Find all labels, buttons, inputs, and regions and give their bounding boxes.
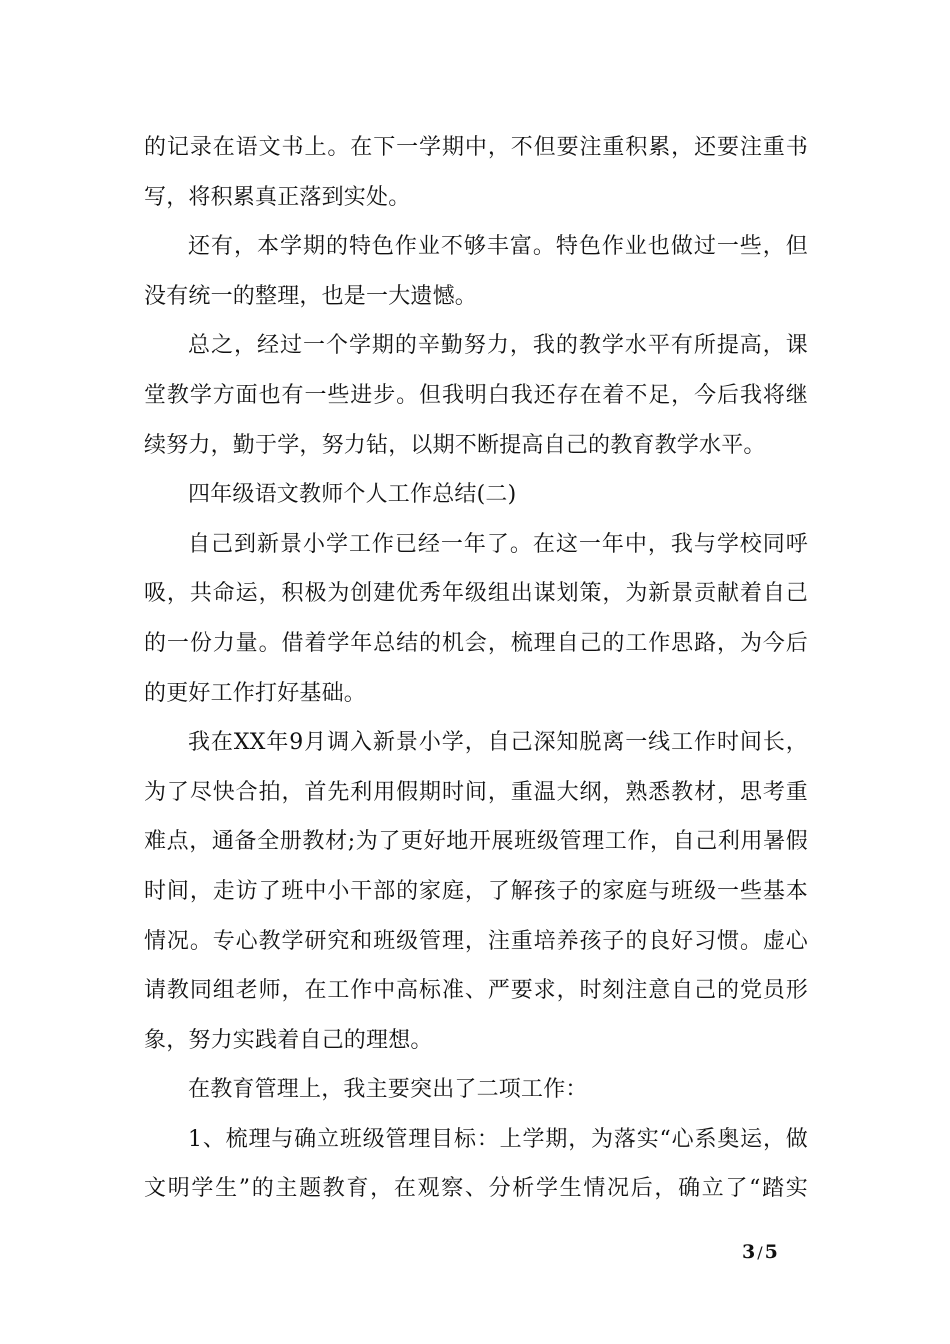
document-body (144, 123, 808, 1214)
text-line: 象，努力实践着自己的理想。 (144, 1027, 433, 1053)
text-line: 的记录在语文书上。在下一学期中，不但要注重积累，还要注重书 (144, 135, 808, 160)
section-heading: 四年级语文教师个人工作总结(二) (188, 482, 517, 508)
text-line: 难点，通备全册教材;为了更好地开展班级管理工作，自己利用暑假 (144, 829, 808, 855)
paragraph-start-line: 1、梳理与确立班级管理目标：上学期，为落实“心系奥运，做 (188, 1126, 808, 1152)
text-line: 的更好工作打好基础。 (144, 680, 367, 706)
current-page-number: 3 (742, 1241, 756, 1263)
text-line: 文明学生”的主题教育，在观察、分析学生情况后，确立了“踏实 (144, 1176, 808, 1202)
text-line: 情况。专心教学研究和班级管理，注重培养孩子的良好习惯。虚心 (144, 928, 808, 954)
text-line: 续努力，勤于学，努力钻，以期不断提高自己的教育教学水平。 (144, 432, 766, 458)
paragraph-start-line: 总之，经过一个学期的辛勤努力，我的教学水平有所提高，课 (188, 333, 808, 359)
text-line: 时间，走访了班中小干部的家庭，了解孩子的家庭与班级一些基本 (144, 878, 808, 904)
text-line: 为了尽快合拍，首先利用假期时间，重温大纲，熟悉教材，思考重 (144, 779, 808, 805)
paragraph-start-line: 我在XX年9月调入新景小学，自己深知脱离一线工作时间长， (188, 730, 808, 756)
text-line: 吸，共命运，积极为创建优秀年级组出谋划策，为新景贡献着自己 (144, 581, 808, 607)
text-line: 请教同组老师，在工作中高标准、严要求，时刻注意自己的党员形 (144, 978, 808, 1004)
page-number-separator: / (757, 1243, 763, 1262)
text-line: 写，将积累真正落到实处。 (144, 184, 411, 210)
text-line: 堂教学方面也有一些进步。但我明白我还存在着不足，今后我将继 (144, 382, 808, 408)
paragraph-start-line: 自己到新景小学工作已经一年了。在这一年中，我与学校同呼 (188, 531, 808, 557)
paragraph-start-line: 还有，本学期的特色作业不够丰富。特色作业也做过一些，但 (188, 234, 808, 260)
text-line: 没有统一的整理，也是一大遗憾。 (144, 283, 478, 309)
text-line: 的一份力量。借着学年总结的机会，梳理自己的工作思路，为今后 (144, 630, 808, 656)
page-number (742, 1241, 778, 1263)
total-pages-number: 5 (764, 1241, 778, 1263)
paragraph-start-line: 在教育管理上，我主要突出了二项工作： (188, 1077, 588, 1103)
